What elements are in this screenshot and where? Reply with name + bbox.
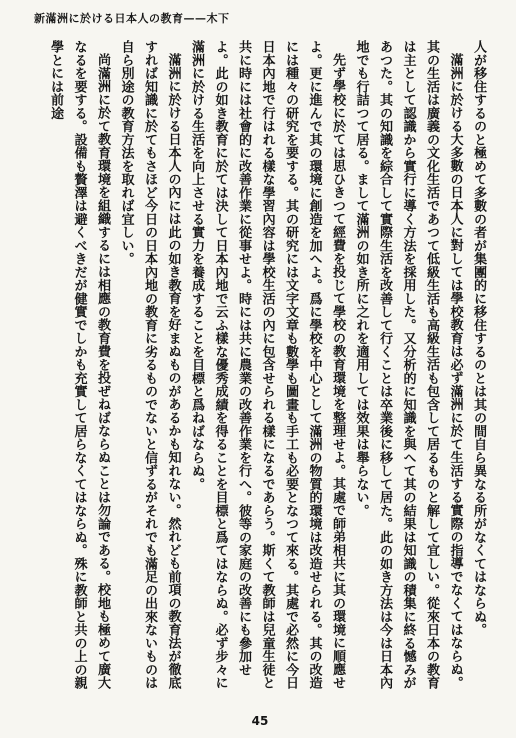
paragraph: 滿洲に於ける大多數の日本人に對しては學校教育は必ず滿洲に於て生活する實際の指導でなくてはならぬ。其の生活は廣義の文化生活であつて低級生活も高級生活も包含して居るものと解して宜しい。從來日本の教育は主として認識から實行に導く方法を採用した。又分析的に知識を與へて其の結果は知識の積集に終る憾みがあつた。其の知識を綜合して實際生活を改善して行くことは卒業後に移して居た。此の如き方法は今は日本內地でも行詰つて居る。まして滿洲の如き所に之れを適用しては效果は舉らない。 — [353, 40, 463, 690]
paragraph: 滿洲に於ける日本人の內には此の如き教育を好まぬものがあるかも知れない。然れども前項の教育法が徹底すれば知識に於てもさほど今日の日本內地の教育に劣るものでないと信ずるがそれでも滿足の出來ないものは自ら別途の教育方法を取れば宜しい。 — [118, 40, 181, 690]
running-head — [34, 10, 474, 26]
paragraph-continuation: 人が移住するのと極めて多數の者が集團的に移住するのとは其の間自ら異なる所がなくてはならぬ。 — [471, 40, 486, 637]
body-text — [30, 40, 490, 700]
paragraph: 先ず學校に於ては思ひきつて經費を投じて學校の教育環境を整理せよ。其處で師弟相共に其の環境に順應せよ。更に進んで其の環境に創造を加へよ。爲に學校を中心として滿洲の物質的環境は改造せられる。其の改造には種々の研究を要する。其の研究には文字文章も數學も圖畫も手工も必要となつて來る。其處で必然に今日日本內地で行はれる樣な學習內容は學校生活の內に包含せられる樣になるであらう。斯くて教師は兒童生徒と共に時には社會的に改善作業に從事せよ。時には共に農業の改善作業を行へ。彼等の家庭の改善にも參加せよ。此の如き教育に於ては決して日本內地で云ふ樣な優秀成績を得ることを目標と爲てはならぬ。必ず步々に滿洲に於ける生活を向上させる實力を養成することを目標と爲ねばならぬ。 — [189, 40, 345, 690]
paragraph: 尚滿洲に於て教育環境を組織するには相應の教育費を投ぜねばならぬことは勿論である。校地も極めて廣大なるを要する。設備も贅澤は避くべきだが健實でしかも充實して居らなくてはならぬ。殊に教師と共の上の親學とには前途 — [48, 40, 110, 690]
running-title: 新滿洲に於ける日本人の教育——木下 — [34, 12, 230, 25]
page-number: 45 — [251, 714, 269, 728]
